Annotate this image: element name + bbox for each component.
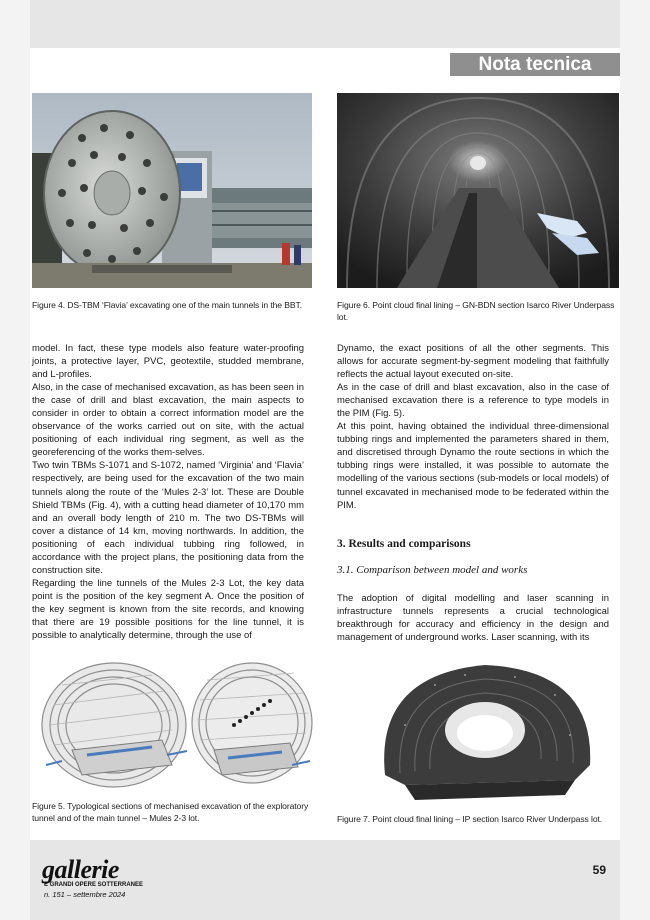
right-column-bottom [337, 592, 609, 644]
header-band [30, 0, 620, 48]
figure-7-image [345, 655, 620, 805]
figure-4-image [32, 93, 312, 288]
left-paragraph-2: Also, in the case of mechanised excavation, as has been seen in the case of drill and blast excavation, the main aspects to consider in order to obtain a correct information model are the observance of the works carried out on site, with the actual positioning of each individual ring segment, as well as the georeferencing of the works them-selves. [32, 382, 304, 459]
subsection-heading: 3.1. Comparison between model and works [337, 564, 528, 576]
journal-logo-subtitle: E GRANDI OPERE SOTTERRANEE [44, 882, 144, 888]
left-paragraph-4: Regarding the line tunnels of the Mules 2-3 Lot, the key data point is the position of the key segment A. Once the position of the key segment is known from the site records, and knowing that there are 19 possible positions for the line tunnel, it is possible to analytically determine, through the use of [32, 577, 304, 642]
figure-5-image [32, 655, 314, 790]
right-column-top [337, 342, 609, 512]
left-column [32, 342, 304, 642]
figure-5-caption [32, 800, 322, 824]
right-paragraph-2: As in the case of drill and blast excavation, also in the case of mechanised excavation there is a reference to type models in the PIM (Fig. 5). [337, 382, 609, 420]
left-paragraph-3: Two twin TBMs S-1071 and S-1072, named ‘Virginia’ and ‘Flavia’ respectively, are being used for the excavation of the two main tunnels along the route of the ‘Mules 2-3’ lot. These are Double Shield TBMs (Fig. 4), with a cutting head diameter of 10,170 mm and an overall body length of 210 m. The two DS-TBMs will cover a distance of 14 km, moving northwards. In addition, the positioning of each individual tubbing ring followed, in accordance with the project plans, the positioning data from the construction site. [32, 460, 304, 576]
page [30, 0, 620, 920]
figure-6-caption: Figure 6. Point cloud final lining – GN-BDN section Isarco River Underpass lot. [337, 300, 615, 322]
journal-logo: gallerie [42, 855, 119, 884]
page-number: 59 [592, 863, 606, 877]
figure-5-caption-line-2: tunnel and of the main tunnel – Mules 2-3 lot. [32, 813, 200, 823]
right-paragraph-4: The adoption of digital modelling and laser scanning in infrastructure tunnels represents a crucial technological breakthrough for accuracy and efficiency in the design and management of underground works. Laser scanning, with its [337, 593, 609, 644]
right-paragraph-1: Dynamo, the exact positions of all the other segments. This allows for accurate segment-by-segment modeling that faithfully reflects the actual layout executed on-site. [337, 343, 609, 381]
journal-issue: n. 151 – settembre 2024 [44, 890, 126, 899]
figure-7-caption: Figure 7. Point cloud final lining – IP section Isarco River Underpass lot. [337, 814, 603, 824]
figure-5-caption-line-1: Figure 5. Typological sections of mechanised excavation of the exploratory [32, 801, 309, 811]
section-tag: Nota tecnica [450, 53, 620, 76]
figure-6-image [337, 93, 619, 288]
section-heading: 3. Results and comparisons [337, 538, 471, 550]
right-paragraph-3: At this point, having obtained the individual three-dimensional tubbing rings and implemented the parameters shared in them, and discretised through Dynamo the route sections in which the tubbing rings were installed, it was possible to automate the modelling of the various sections (sub-models or local models) of tunnel excavated in mechanised mode to be federated within the PIM. [337, 421, 609, 511]
figure-4-caption: Figure 4. DS-TBM ‘Flavia’ excavating one of the main tunnels in the BBT. [32, 300, 302, 310]
left-paragraph-1: model. In fact, these type models also feature water-proofing joints, a protective layer, PVC, geotextile, studded membrane, and L-profiles. [32, 343, 304, 381]
